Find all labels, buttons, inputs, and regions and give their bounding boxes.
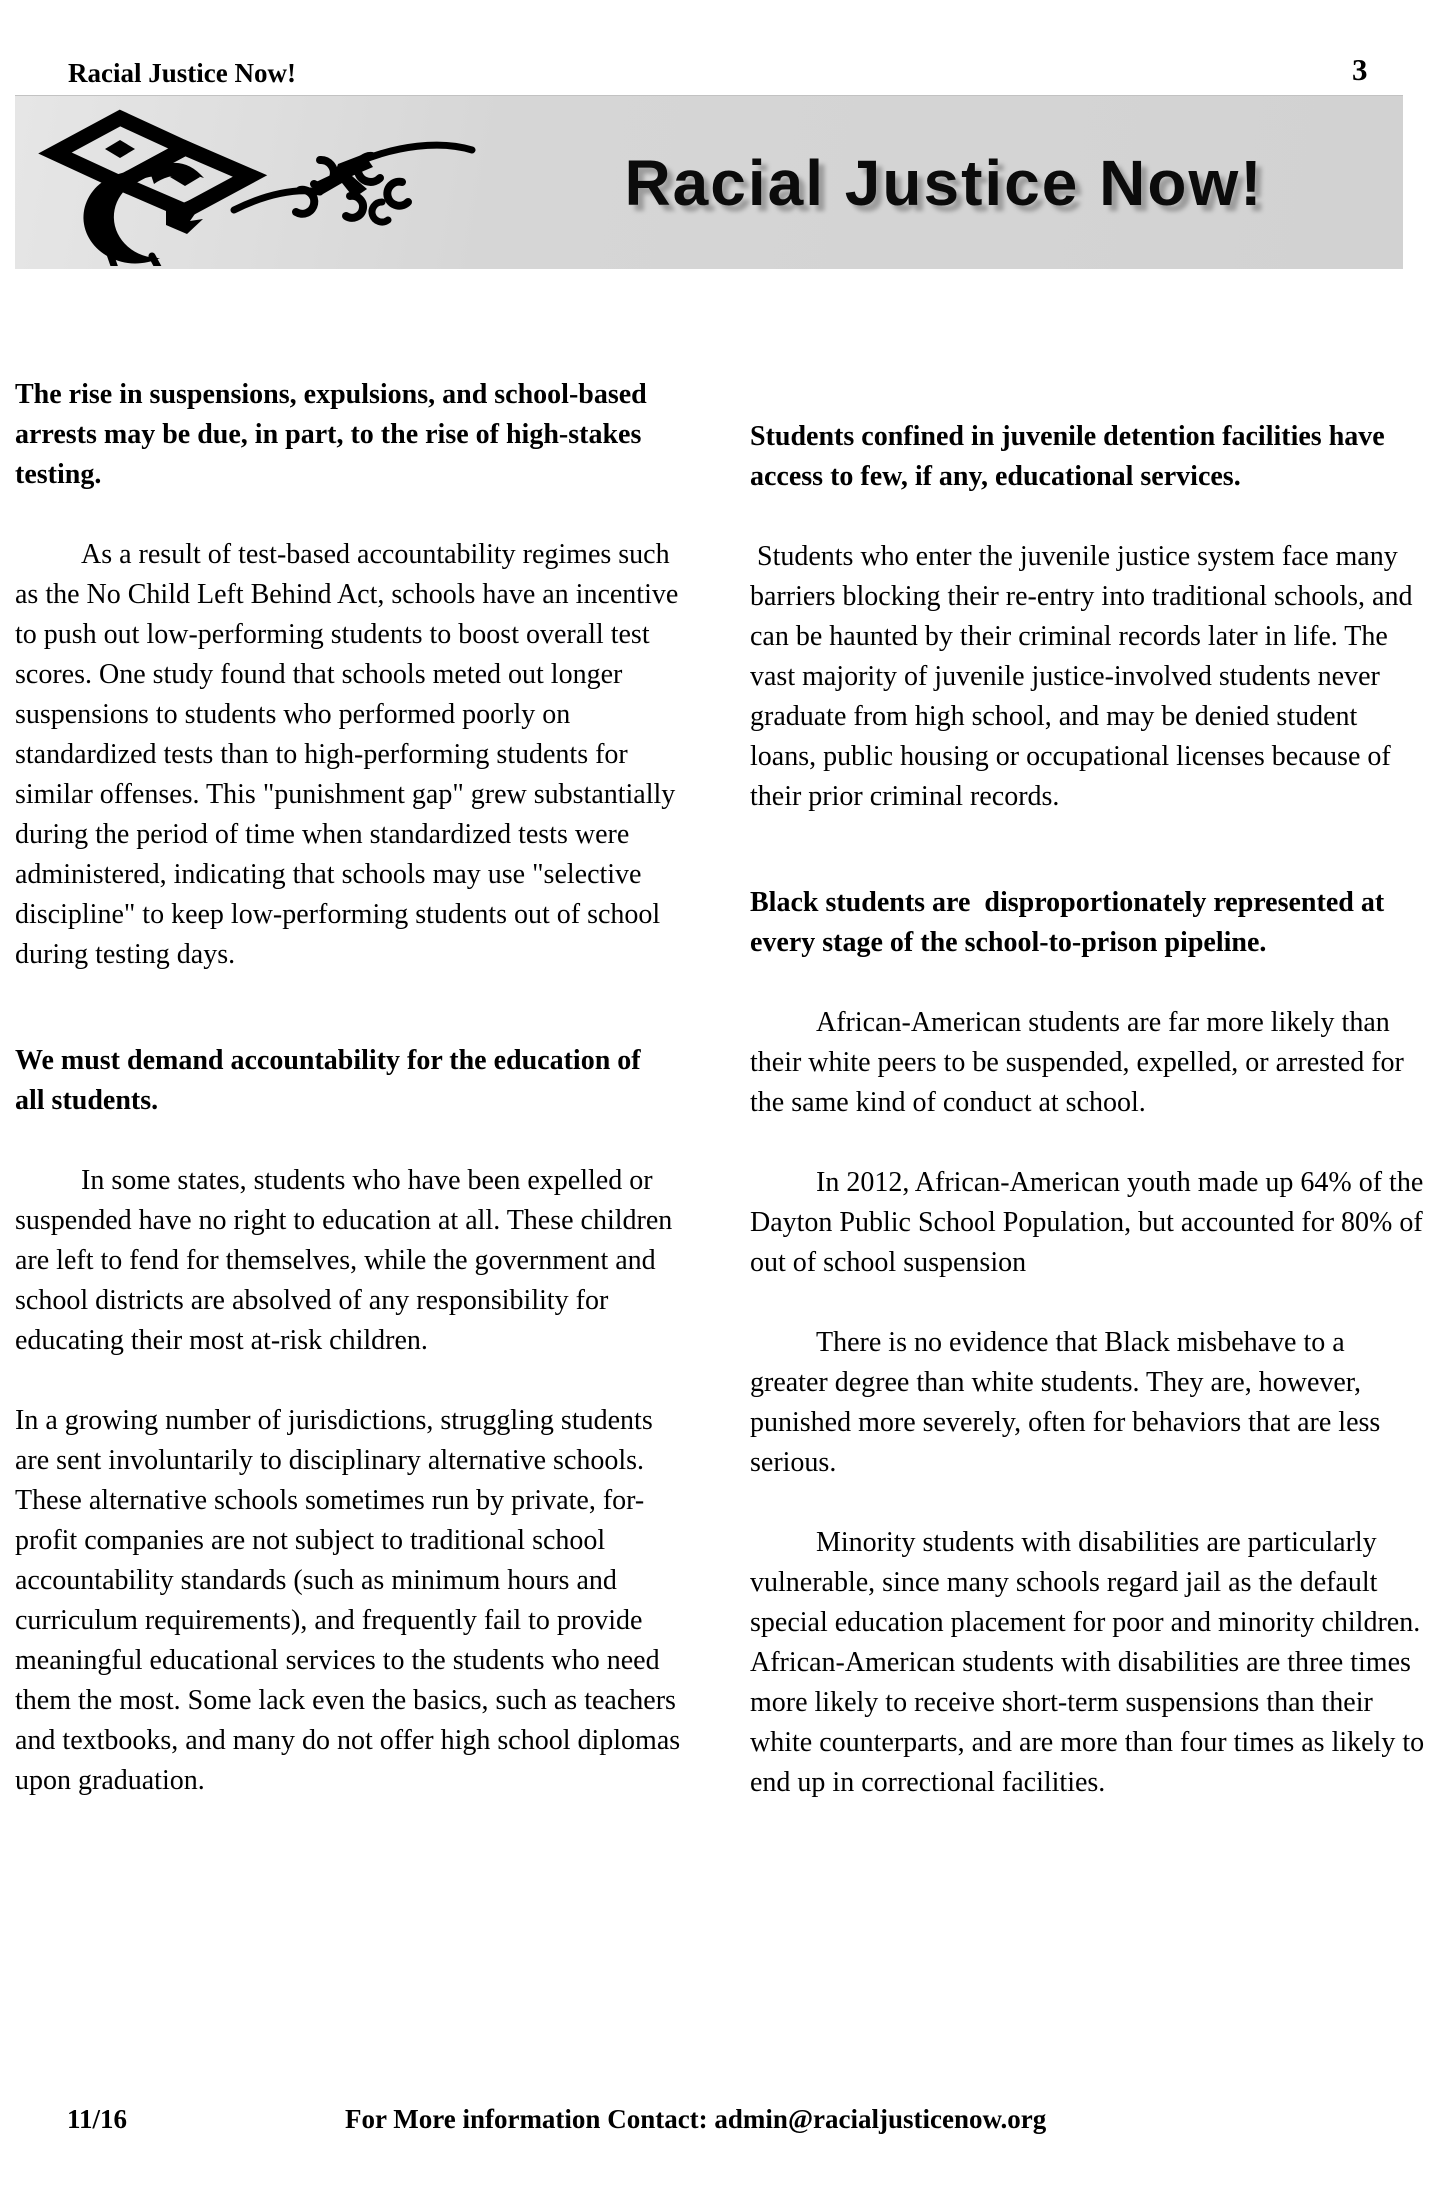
section-heading-testing: The rise in suspensions, expulsions, and school-based arrests may be due, in part, to the rise of high-stakes testing. [15, 379, 654, 490]
banner-title-area [520, 96, 1368, 269]
page-footer [0, 2104, 1443, 2144]
paragraph-alternative-schools: In a growing number of jurisdictions, struggling students are sent involuntarily to disciplinary alternative schools. These alternative schools sometimes run by private, for-profit companies are not subject to traditional school accountability standards (such as minimum hours and curriculum requirements), and frequently fail to provide meaningful educational services to the students who need them the most. Some lack even the basics, such as teachers and textbooks, and many do not offer high school diplomas upon graduation. [15, 1405, 688, 1796]
right-column [750, 375, 1432, 1803]
title-banner [15, 95, 1403, 269]
page-number: 3 [1352, 52, 1368, 87]
adinkra-swirl-icon [234, 145, 472, 222]
paragraph-test-accountability: As a result of test-based accountability regimes such as the No Child Left Behind Act, schools have an incentive to push out low-performing students to boost overall test scores. One study found that schools meted out longer suspensions to students who performed poorly on standardized tests than to high-performing students for similar offenses. This "punishment gap" grew substantially during the period of time when standardized tests were administered, indicating that schools may use "selective discipline" to keep low-performing students out of school during testing days. [15, 539, 686, 970]
paragraph-far-more-likely: African-American students are far more likely than their white peers to be suspended, expelled, or arrested for the same kind of conduct at school. [750, 1007, 1411, 1118]
section-heading-juvenile-detention: Students confined in juvenile detention facilities have access to few, if any, educational services. [750, 421, 1392, 492]
banner-title: Racial Justice Now! [624, 146, 1264, 219]
paragraph-no-evidence: There is no evidence that Black misbehave to a greater degree than white students. They are, however, punished more severely, often for behaviors that are less serious. [750, 1327, 1388, 1478]
footer-date: 11/16 [67, 2104, 128, 2134]
paragraph-juvenile-justice-barriers: Students who enter the juvenile justice system face many barriers blocking their re-entry into traditional schools, and can be haunted by their criminal records later in life. The vast majority of juvenile justice-involved students never graduate from high school, and may be denied student loans, public housing or occupational licenses because of their prior criminal records. [750, 541, 1420, 812]
paragraph-dayton-statistics: In 2012, African-American youth made up 64% of the Dayton Public School Population, but accounted for 80% of out of school suspension [750, 1167, 1431, 1278]
left-column [15, 375, 691, 1801]
section-heading-accountability: We must demand accountability for the education of all students. [15, 1045, 648, 1116]
paragraph-disabilities: Minority students with disabilities are particularly vulnerable, since many schools regard jail as the default special education placement for poor and minority children. African-American students with disabilities are three times more likely to receive short-term suspensions than their white counterparts, and are more than four times as likely to end up in correctional facilities. [750, 1527, 1432, 1798]
section-heading-disproportionate: Black students are disproportionately represented at every stage of the school-to-prison pipeline. [750, 887, 1392, 958]
masthead-title: Racial Justice Now! [68, 58, 296, 88]
article-body [15, 375, 1432, 1803]
paragraph-no-right-to-education: In some states, students who have been expelled or suspended have no right to education at all. These children are left to fend for themselves, while the government and school districts are absolved of any responsibility for educating their most at-risk children. [15, 1165, 680, 1356]
chain-link-icon [55, 118, 250, 211]
organization-logo [20, 98, 510, 266]
footer-contact: For More information Contact: admin@racialjusticenow.org [345, 2104, 1047, 2134]
